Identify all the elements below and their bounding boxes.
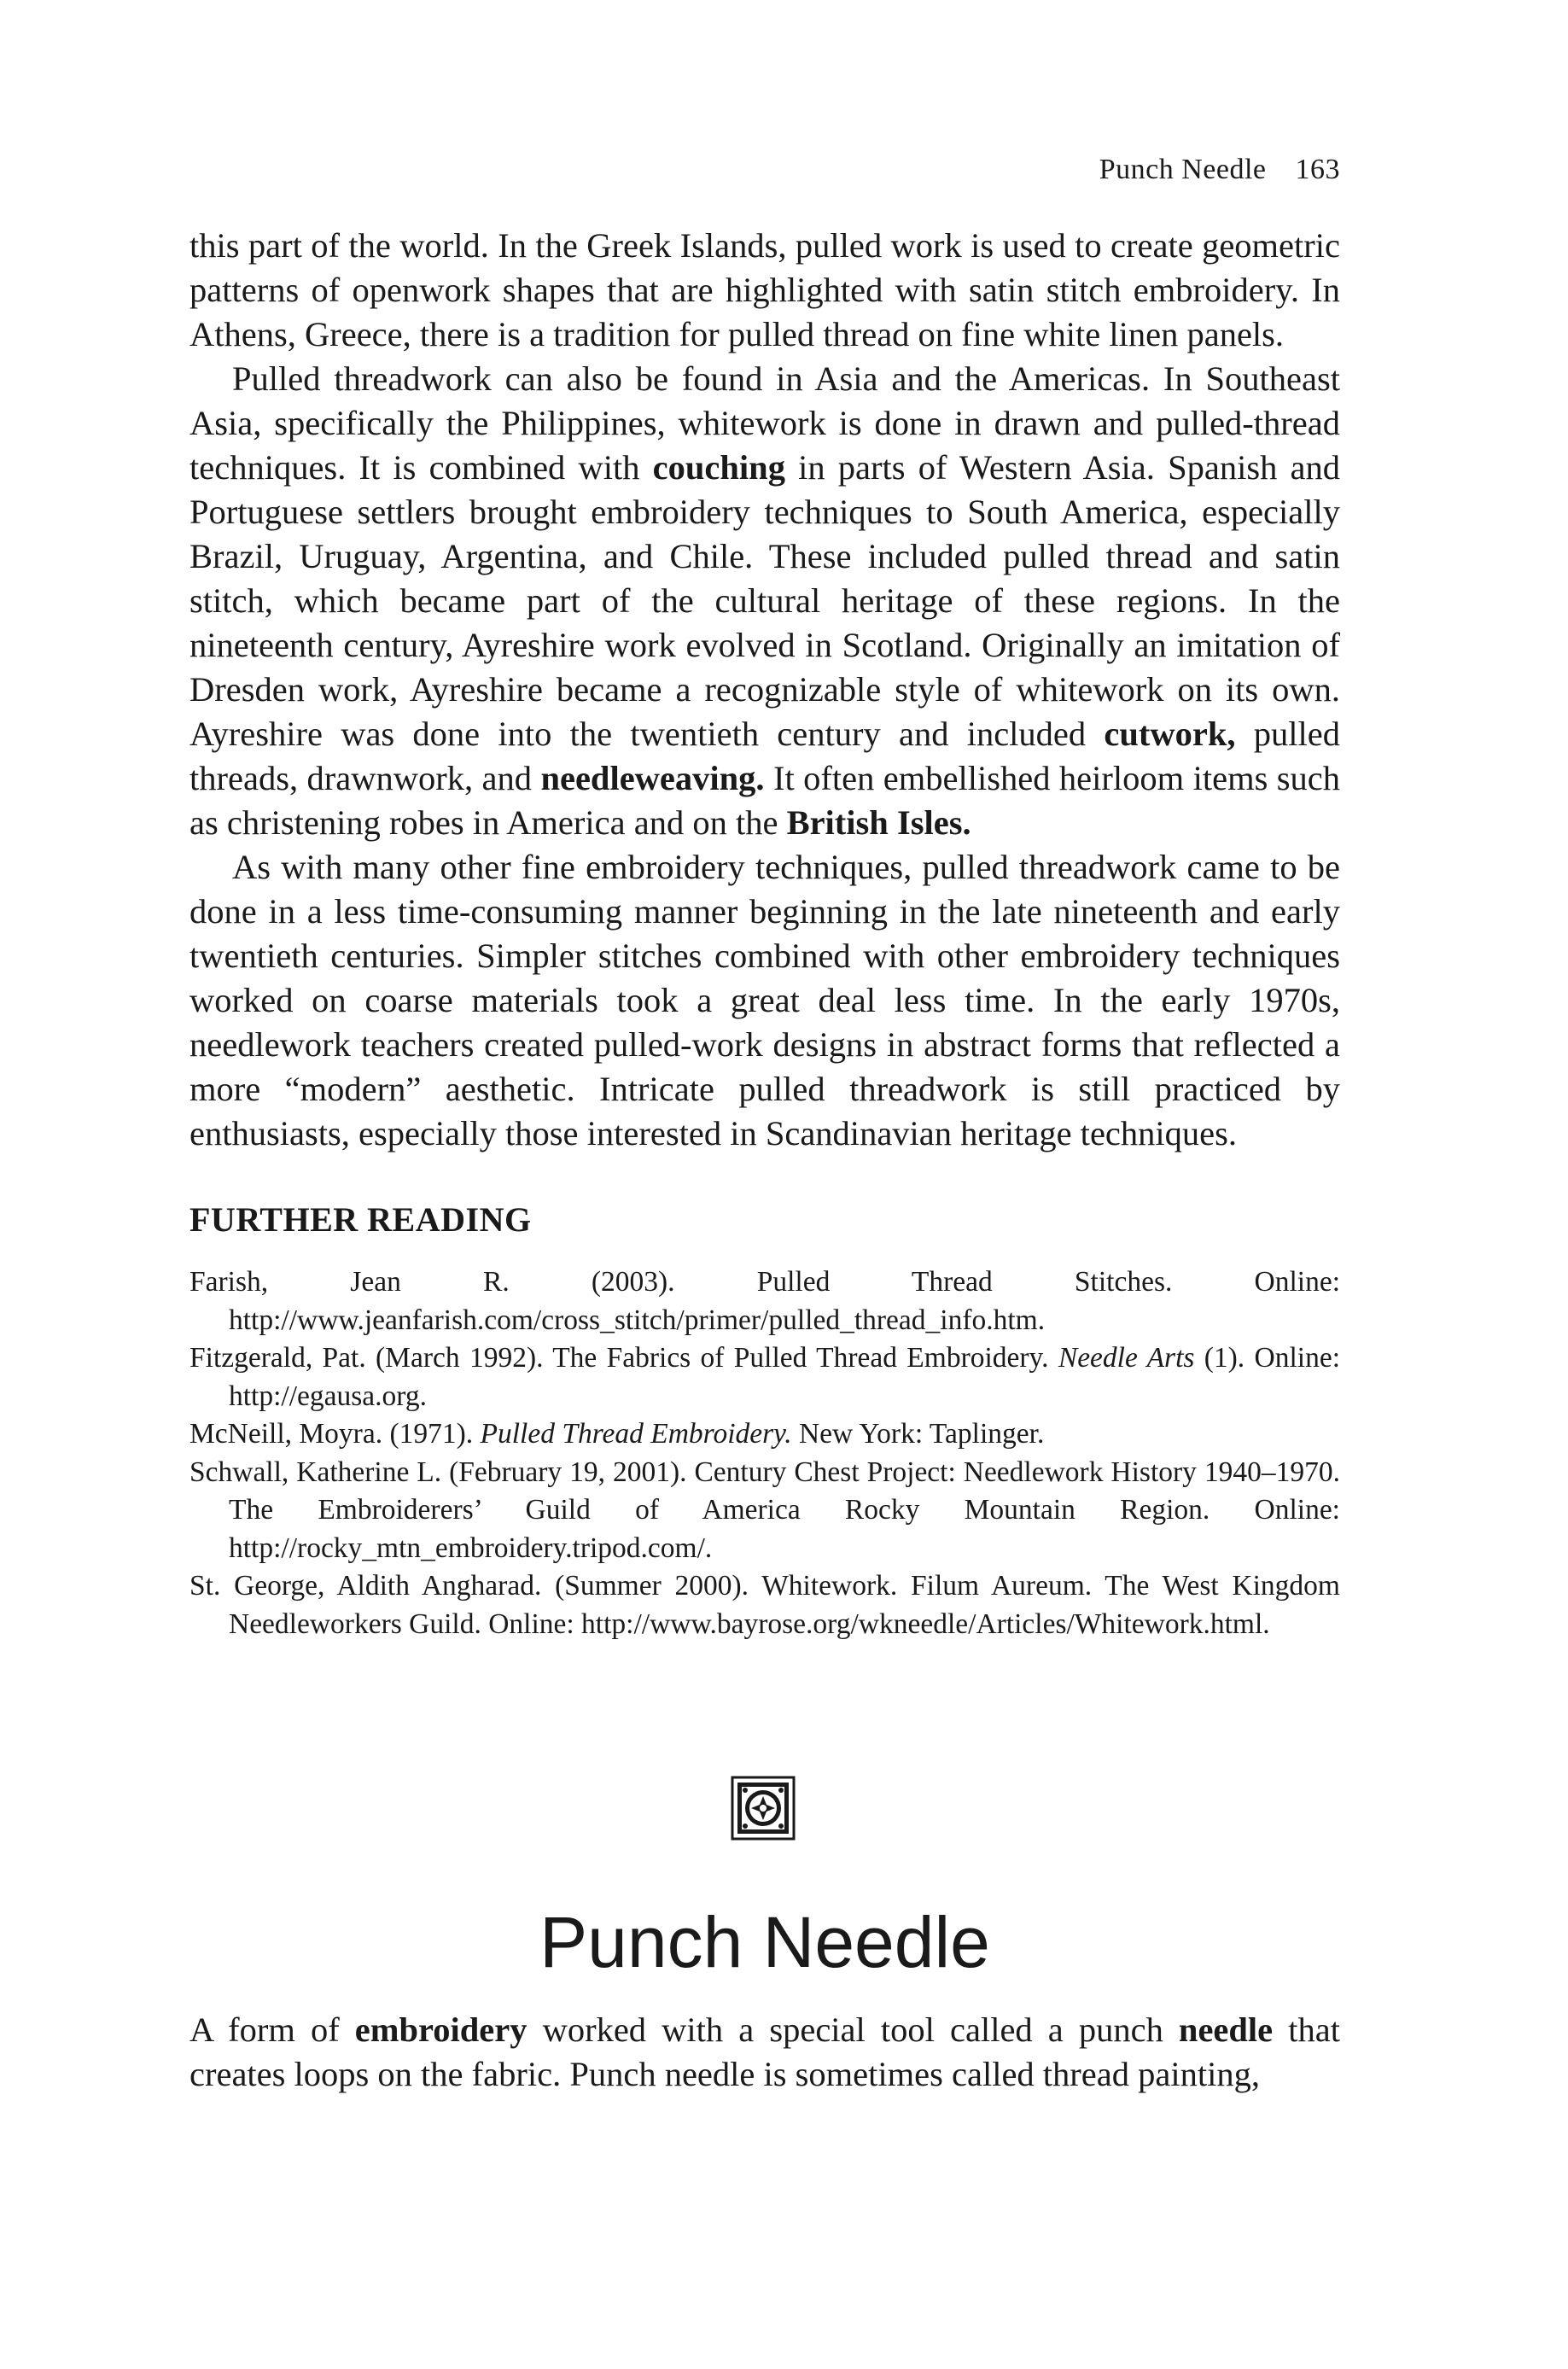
text-run: that creates loops on the fabric. Punch needle is sometimes called thread painting, bbox=[189, 2010, 1340, 2093]
text-run: New York: Taplinger. bbox=[791, 1418, 1045, 1450]
paragraph-3: As with many other fine embroidery techniques, pulled threadwork came to be done in a less time-consuming manner beginning in the late nineteenth and early twentieth centuries. Simpler stitches combined with other embroidery techniques worked on coarse materials took a great deal less time. In the early 1970s, needlework teachers created pulled-work designs in abstract forms that reflected a more “modern” aesthetic. Intricate pulled threadwork is still practiced by enthusiasts, especially those interested in Scandinavian heritage techniques. bbox=[189, 848, 1340, 1152]
text-run: in parts of Western Asia. Spanish and Portuguese settlers brought embroidery techniques to South America, especially Brazil, Uruguay, Argentina, and Chile. These included pulled thread and satin stitch, which became part of the cultural heritage of these regions. In the nineteenth century, Ayreshire work evolved in Scotland. Originally an imitation of Dresden work, Ayreshire became a recognizable style of whitework on its own. Ayreshire was done into the twentieth century and included bbox=[189, 448, 1340, 753]
text-run: pulled threads, drawnwork, and bbox=[189, 715, 1341, 797]
further-reading-list bbox=[189, 1263, 1340, 1643]
text-run: Pulled threadwork can also be found in Asia and the Americas. In Southeast Asia, specifically the Philippines, whitework is done in drawn and pulled-thread techniques. It is combined with bbox=[189, 359, 1340, 487]
cross-reference: British Isles. bbox=[786, 803, 971, 842]
reference-entry bbox=[189, 1415, 1340, 1454]
running-head-title: Punch Needle bbox=[1099, 154, 1267, 185]
cross-reference: needle bbox=[1178, 2010, 1274, 2049]
italic-title: Pulled Thread Embroidery. bbox=[480, 1418, 792, 1450]
reference-entry: Farish, Jean R. (2003). Pulled Thread Stitches. Online: http://www.jeanfarish.com/cross_stitch/primer/pulled_thread_info.htm. bbox=[189, 1266, 1340, 1336]
paragraph-1: this part of the world. In the Greek Islands, pulled work is used to create geometric patterns of openwork shapes that are highlighted with satin stitch embroidery. In Athens, Greece, there is a tradition for pulled thread on fine white linen panels. bbox=[189, 226, 1340, 353]
text-run: Fitzgerald, Pat. (March 1992). The Fabrics of Pulled Thread Embroidery. bbox=[189, 1342, 1058, 1374]
body-text bbox=[189, 224, 1340, 1156]
reference-entry bbox=[189, 1339, 1340, 1415]
book-page bbox=[189, 0, 1340, 2369]
entry-text bbox=[189, 2008, 1340, 2097]
paragraph-2 bbox=[189, 357, 1340, 845]
cross-reference: needleweaving. bbox=[540, 759, 765, 797]
text-run: (1). Online: http://egausa.org. bbox=[229, 1342, 1340, 1412]
further-reading-heading: FURTHER READING bbox=[189, 1200, 532, 1239]
page-number: 163 bbox=[1295, 154, 1340, 185]
italic-title: Needle Arts bbox=[1058, 1342, 1195, 1374]
reference-entry: Schwall, Katherine L. (February 19, 2001). Century Chest Project: Needlework History 1940–1970. The Embroiderers’ Guild of America Rocky Mountain Region. Online: http://rocky_mtn_embroidery.tripod.com/. bbox=[189, 1456, 1340, 1564]
entry-title: Punch Needle bbox=[539, 1902, 990, 1982]
ornament-icon bbox=[731, 1776, 796, 1841]
text-run: McNeill, Moyra. (1971). bbox=[189, 1418, 481, 1450]
entry-paragraph bbox=[189, 2008, 1340, 2097]
cross-reference: couching bbox=[652, 448, 785, 487]
text-run: A form of bbox=[189, 2010, 355, 2049]
text-run: worked with a special tool called a punch bbox=[527, 2010, 1179, 2049]
cross-reference: cutwork, bbox=[1104, 715, 1236, 753]
text-run: It often embellished heirloom items such as christening robes in America and on the bbox=[189, 759, 1341, 842]
reference-entry: St. George, Aldith Angharad. (Summer 2000). Whitework. Filum Aureum. The West Kingdom Needleworkers Guild. Online: http://www.bayrose.org/wkneedle/Articles/Whitework.html. bbox=[189, 1570, 1340, 1640]
running-head bbox=[1099, 154, 1340, 186]
cross-reference: embroidery bbox=[354, 2010, 528, 2049]
